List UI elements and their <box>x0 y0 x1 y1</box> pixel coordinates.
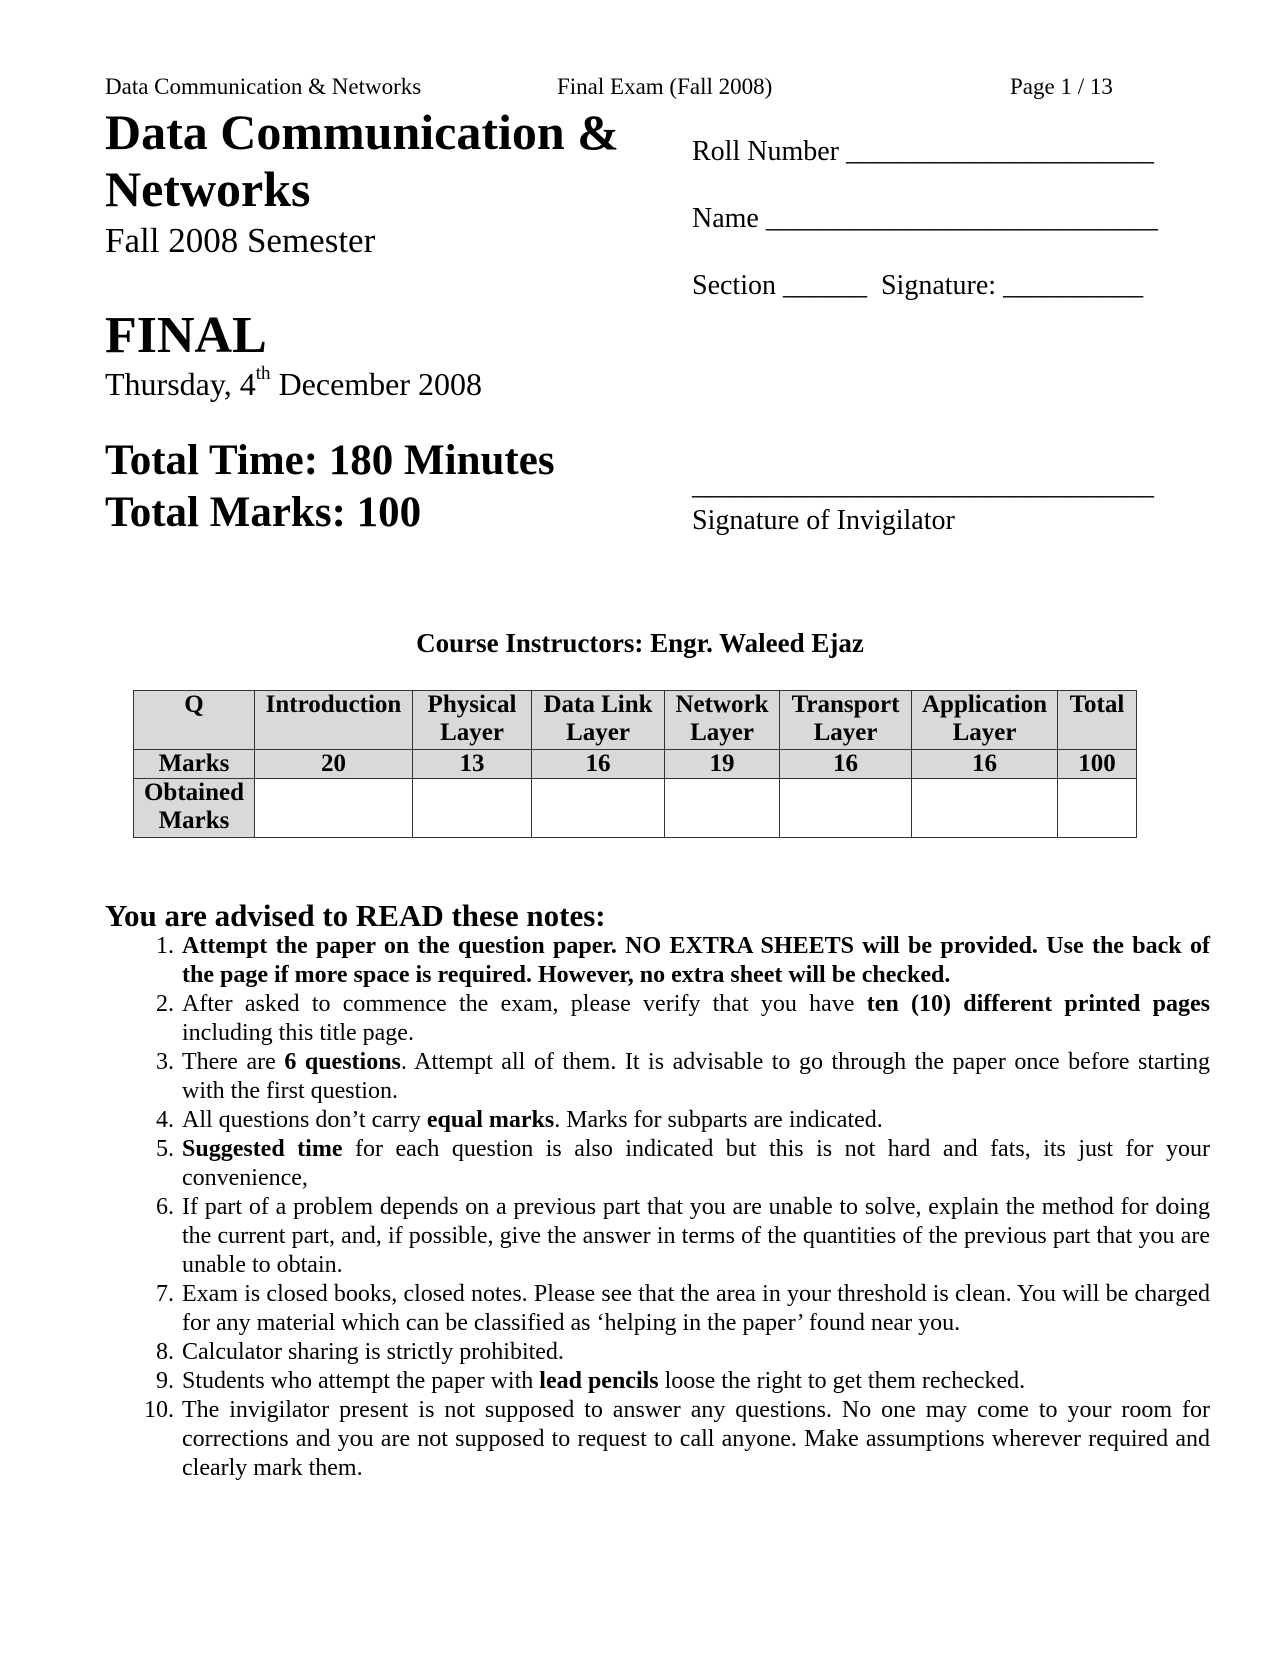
col-header-line: Data Link <box>543 691 653 718</box>
note-1 <box>180 932 1210 990</box>
obtained-marks-row <box>134 779 1137 838</box>
marks-transport-layer: 16 <box>780 750 912 779</box>
exam-date <box>105 363 483 403</box>
marks-label: Marks <box>134 750 255 779</box>
marks-application-layer: 16 <box>912 750 1058 779</box>
semester: Fall 2008 Semester <box>105 221 376 260</box>
q-header: Q <box>134 691 255 750</box>
col-header-line: Layer <box>952 719 1017 746</box>
col-header-physical-layer <box>413 691 532 750</box>
note-emphasis: lead pencils <box>539 1368 659 1394</box>
note-text: All questions don’t carry <box>182 1107 427 1133</box>
note-1-text: Attempt the paper on the question paper. NO EXTRA SHEETS will be provided. Use the back of the page if more space is required. However, no extra sheet will be checked. <box>182 933 1210 988</box>
exam-type: FINAL <box>105 307 267 364</box>
note-text: . Attempt all of them. It is advisable to go through the paper once before starting with the first question. <box>182 1049 1210 1104</box>
section-signature-field: Section ______ Signature: __________ <box>692 270 1144 301</box>
obtained-introduction <box>255 779 413 838</box>
marks-row <box>134 750 1137 779</box>
marks-network-layer: 19 <box>665 750 780 779</box>
note-emphasis: ten (10) different printed pages <box>866 991 1211 1017</box>
obtained-network-layer <box>665 779 780 838</box>
note-5 <box>180 1135 1210 1193</box>
obtained-label-line: Obtained <box>143 779 245 806</box>
obtained-application-layer <box>912 779 1058 838</box>
note-text: Students who attempt the paper with <box>182 1368 540 1394</box>
invigilator-signature-label: Signature of Invigilator <box>692 505 955 536</box>
obtained-data-link-layer <box>532 779 665 838</box>
obtained-label-line: Marks <box>158 807 230 834</box>
col-header-line: Layer <box>566 719 630 746</box>
col-header-application-layer <box>912 691 1058 750</box>
col-header-line: Application <box>921 691 1048 718</box>
col-header-transport-layer <box>780 691 912 750</box>
obtained-marks-label <box>134 779 255 838</box>
header-page-number: Page 1 / 13 <box>1010 74 1113 99</box>
total-marks: Total Marks: 100 <box>105 489 422 536</box>
col-header-total <box>1058 691 1137 750</box>
col-header-line: Layer <box>690 719 754 746</box>
note-3 <box>180 1048 1210 1106</box>
note-text: loose the right to get them rechecked. <box>658 1368 1026 1394</box>
exam-date-ordinal: th <box>255 363 271 385</box>
obtained-physical-layer <box>413 779 532 838</box>
marks-table <box>133 690 1137 838</box>
course-title-line-1: Data Communication & <box>105 104 619 160</box>
col-header-line: Introduction <box>265 691 402 718</box>
note-text: After asked to commence the exam, please verify that you have <box>182 991 867 1017</box>
obtained-transport-layer <box>780 779 912 838</box>
marks-data-link-layer: 16 <box>532 750 665 779</box>
course-instructors: Course Instructors: Engr. Waleed Ejaz <box>416 628 864 658</box>
notes-list <box>140 932 1210 1483</box>
note-text: for each question is also indicated but this is not hard and fats, its just for your convenience, <box>182 1136 1211 1191</box>
note-8: 8. Calculator sharing is strictly prohibited. <box>180 1338 1210 1367</box>
col-header-line: Layer <box>813 719 878 746</box>
note-10: 10. The invigilator present is not supposed to answer any questions. No one may come to your room for corrections and you are not supposed to request to call anyone. Make assumptions wherever required and clearly mark them. <box>180 1396 1210 1483</box>
exam-date-prefix: Thursday, 4 <box>105 366 256 402</box>
marks-physical-layer: 13 <box>413 750 532 779</box>
col-header-line: Layer <box>440 719 504 746</box>
note-4 <box>180 1106 1210 1135</box>
note-6: 6. If part of a problem depends on a previous part that you are unable to solve, explain the method for doing the current part, and, if possible, give the answer in terms of the quantities of the previous part that you are unable to obtain. <box>180 1193 1210 1280</box>
name-field: Name ____________________________ <box>692 203 1158 234</box>
note-emphasis: 6 questions <box>284 1049 401 1075</box>
roll-number-field: Roll Number ______________________ <box>692 136 1154 167</box>
col-header-introduction <box>255 691 413 750</box>
note-9 <box>180 1367 1210 1396</box>
col-header-line: Total <box>1069 691 1125 718</box>
note-2 <box>180 990 1210 1048</box>
note-text: There are <box>182 1049 285 1075</box>
col-header-line: Network <box>675 691 769 718</box>
obtained-total <box>1058 779 1137 838</box>
note-text: . Marks for subparts are indicated. <box>554 1107 883 1133</box>
note-text: including this title page. <box>182 1020 414 1046</box>
header-exam: Final Exam (Fall 2008) <box>557 74 773 99</box>
total-time: Total Time: 180 Minutes <box>105 437 555 484</box>
note-emphasis: Suggested time <box>182 1136 343 1162</box>
course-title <box>105 104 619 218</box>
marks-introduction: 20 <box>255 750 413 779</box>
note-7: 7. Exam is closed books, closed notes. Please see that the area in your threshold is clean. You will be charged for any material which can be classified as ‘helping in the paper’ found near you. <box>180 1280 1210 1338</box>
col-header-line: Physical <box>427 691 517 718</box>
notes-heading: You are advised to READ these notes: <box>105 898 606 933</box>
col-header-network-layer <box>665 691 780 750</box>
course-title-line-2: Networks <box>105 161 311 217</box>
invigilator-signature-line: _________________________________ <box>692 470 1154 501</box>
marks-table-header-row <box>134 691 1137 750</box>
header-course: Data Communication & Networks <box>105 74 422 99</box>
marks-total: 100 <box>1058 750 1137 779</box>
exam-date-suffix: December 2008 <box>270 366 483 402</box>
note-emphasis: equal marks <box>426 1107 555 1133</box>
col-header-line: Transport <box>791 691 900 718</box>
col-header-data-link-layer <box>532 691 665 750</box>
